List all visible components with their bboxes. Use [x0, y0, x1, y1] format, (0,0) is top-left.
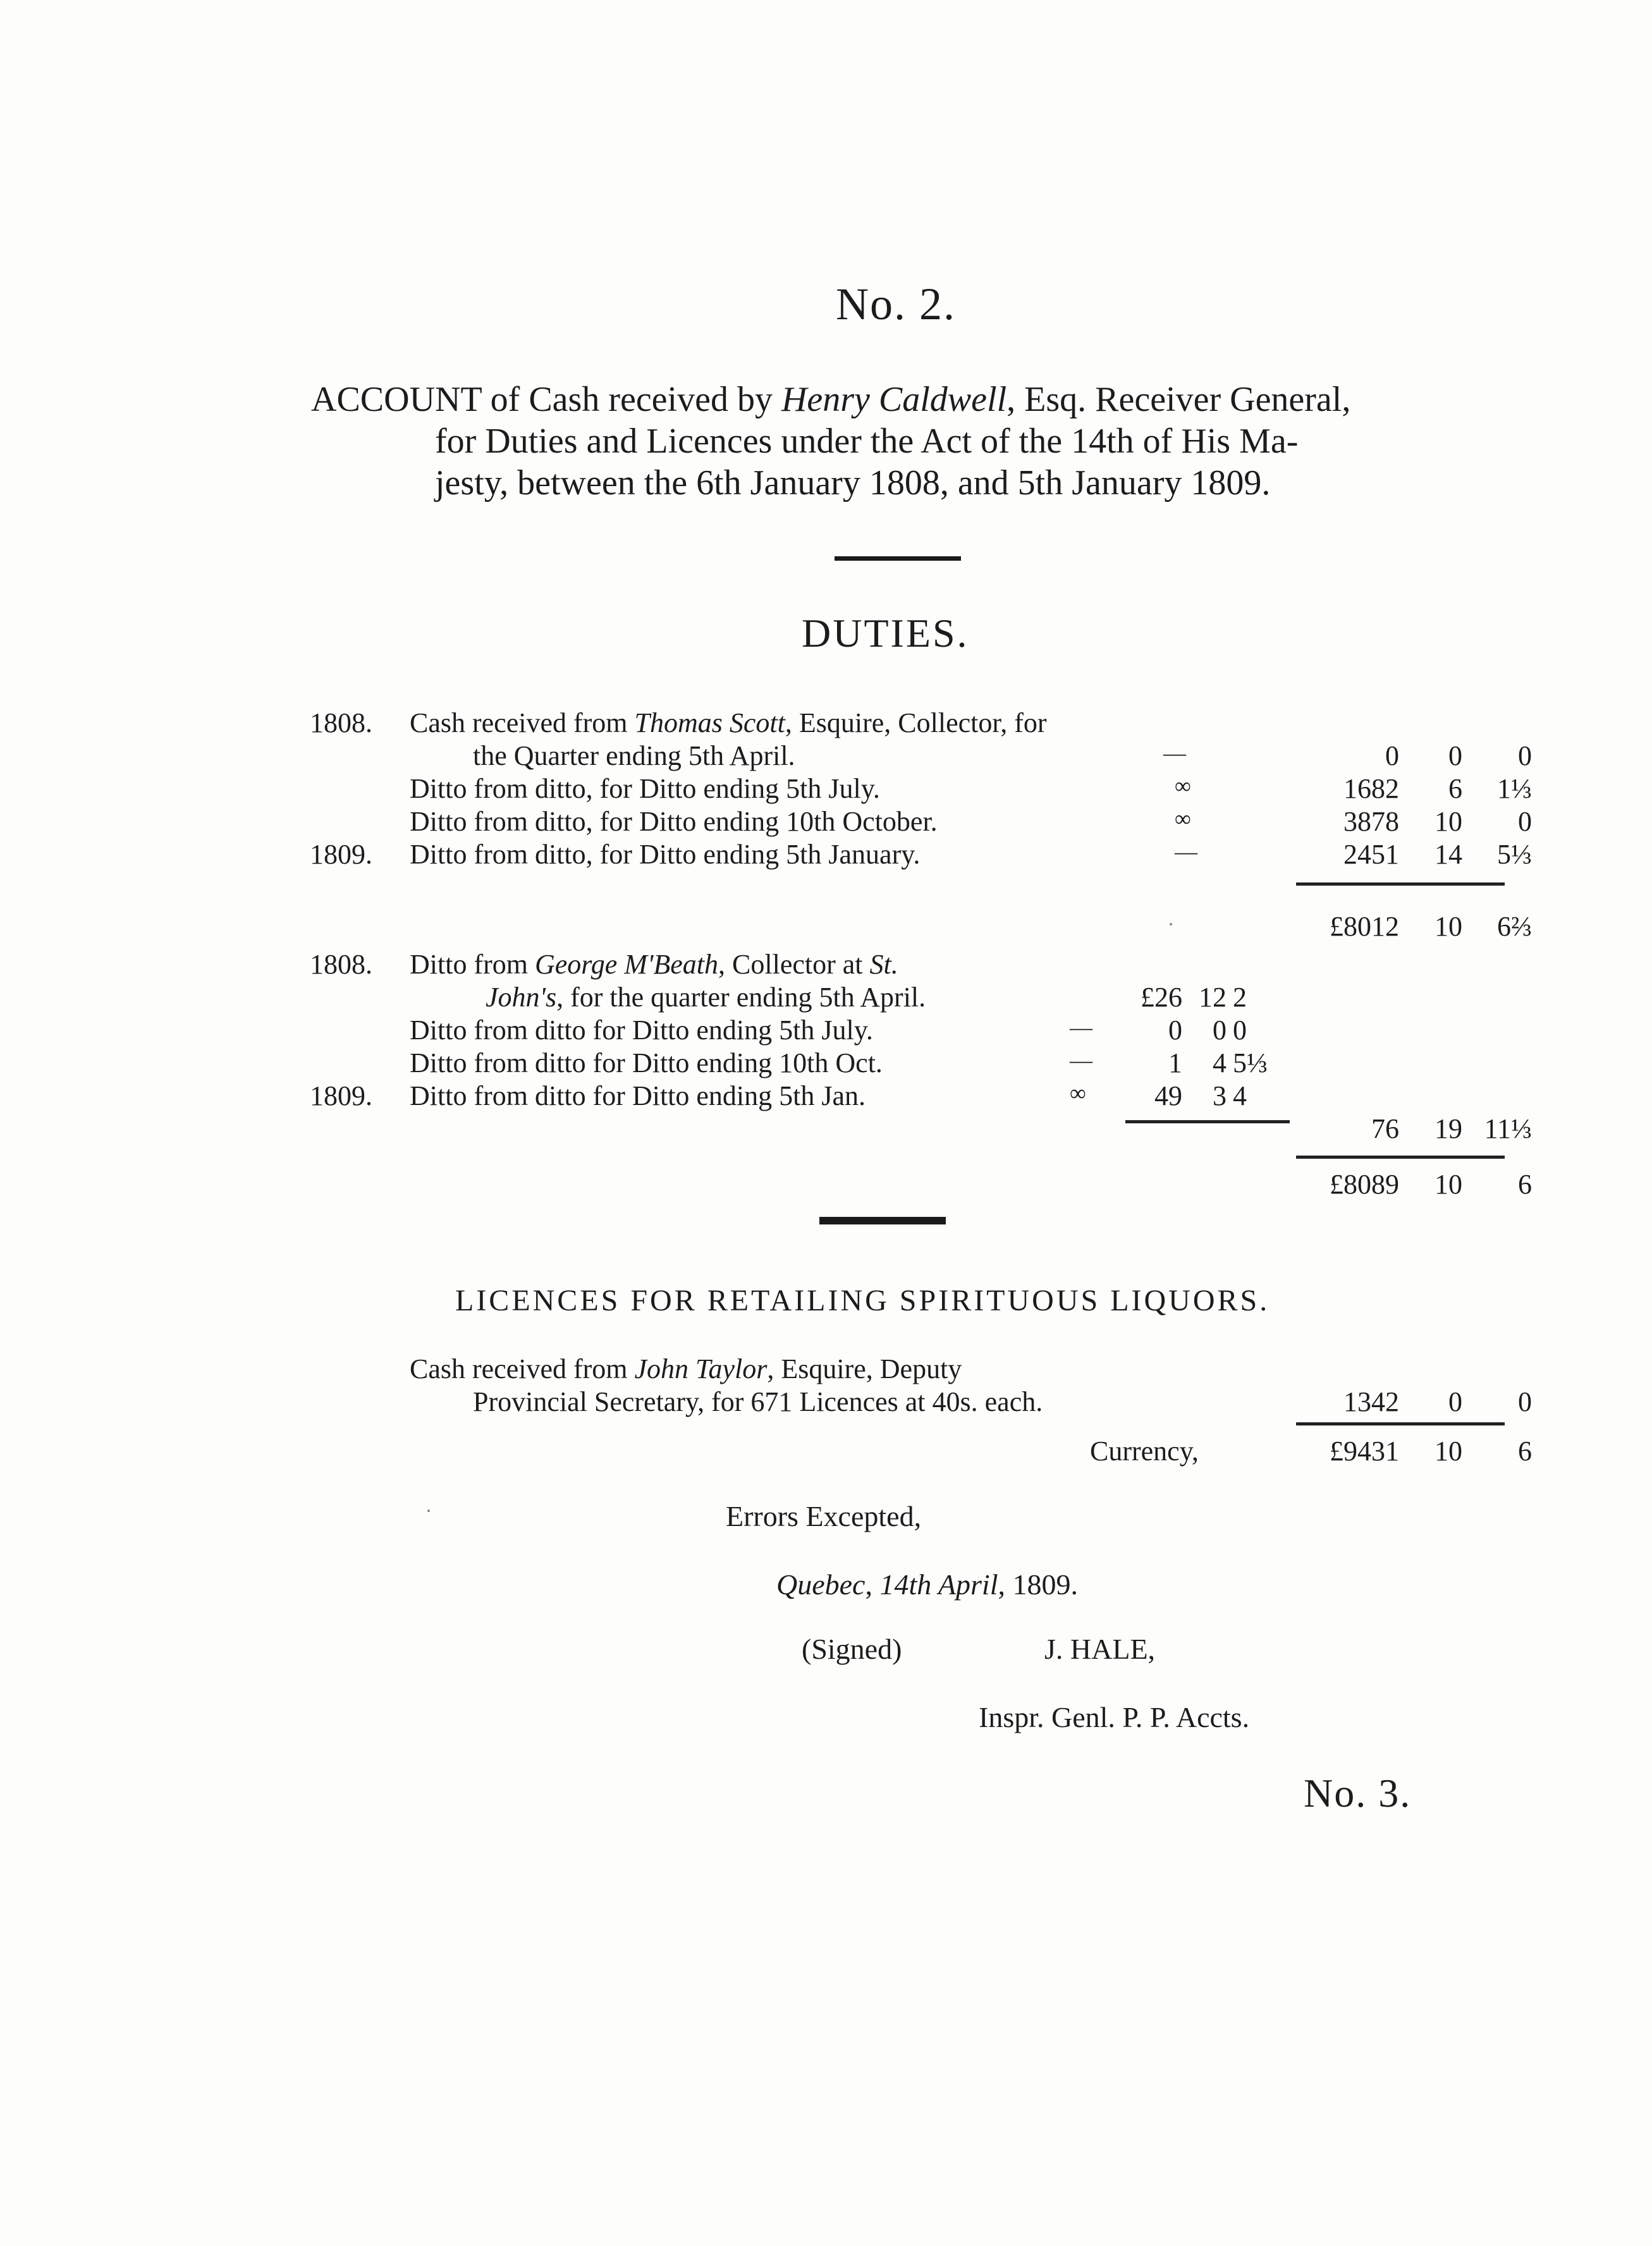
section-divider-2: [819, 1217, 946, 1224]
place: Quebec: [776, 1568, 866, 1601]
mcbeath-text-c: , for the quarter ending 5th April.: [556, 982, 926, 1013]
secretary-name: John Taylor: [634, 1353, 768, 1384]
scott-line-1: [410, 707, 1047, 739]
total-rule: [1296, 1156, 1505, 1159]
signed-label: (Signed): [802, 1633, 902, 1665]
mcbeath-year-1808: 1808.: [310, 949, 372, 980]
duties-total-shillings: 10: [1435, 1169, 1462, 1200]
intro-text-b: , Esq. Receiver General,: [1006, 380, 1351, 419]
intro-line-1: [311, 377, 1350, 422]
place-name-a: St.: [869, 949, 898, 980]
licences-text-a: Cash received from: [410, 1353, 635, 1384]
amount-pence: 5⅓: [1233, 1047, 1268, 1078]
scott-text-b: , Esquire, Collector, for: [785, 707, 1047, 738]
amount-shillings: 4: [1213, 1047, 1227, 1078]
subtotal-pence: 6⅔: [1497, 911, 1532, 942]
mcbeath-text-a: Ditto from: [410, 949, 535, 980]
next-page-number: No. 3.: [1304, 1771, 1412, 1816]
subtotal-shillings: 10: [1435, 911, 1462, 942]
scott-text-a: Cash received from: [410, 707, 635, 738]
licences-line-1: [410, 1353, 962, 1385]
amount-pounds: 0: [1385, 740, 1399, 771]
licences-amount-shillings: 0: [1448, 1386, 1462, 1417]
leader-dash: ∞: [1070, 1080, 1086, 1106]
amount-shillings: 0: [1448, 740, 1462, 771]
inner-subtotal-rule: [1125, 1120, 1290, 1123]
amount-pounds: 0: [1168, 1015, 1182, 1046]
amount-pounds: 2451: [1343, 839, 1399, 870]
date-sep: ,: [865, 1568, 880, 1601]
mcbeath-line-5: Ditto from ditto for Ditto ending 5th Jan.: [410, 1080, 866, 1111]
place-date: [776, 1568, 1078, 1601]
amount-pence: 0: [1233, 1015, 1247, 1046]
duties-total-pence: 6: [1518, 1169, 1532, 1200]
amount-shillings: 12: [1199, 982, 1227, 1013]
grand-total-rule: [1296, 1422, 1505, 1425]
grand-total-shillings: 10: [1435, 1436, 1462, 1467]
scott-line-4: Ditto from ditto, for Ditto ending 10th October.: [410, 806, 938, 837]
intro-line-2: for Duties and Licences under the Act of the 14th of His Ma-: [435, 422, 1299, 461]
subtotal-rule: [1296, 882, 1505, 886]
amount-pounds: 1682: [1343, 773, 1399, 804]
subtotal-pounds: 76: [1371, 1113, 1399, 1144]
scott-line-2: the Quarter ending 5th April.: [473, 740, 795, 771]
section-divider-1: [835, 556, 961, 561]
collector-scott-name: Thomas Scott: [634, 707, 785, 738]
amount-pence: 2: [1233, 982, 1247, 1013]
duties-heading: DUTIES.: [802, 611, 969, 656]
ink-speck: [427, 1510, 430, 1512]
amount-shillings: 0: [1213, 1015, 1227, 1046]
amount-pence: 0: [1518, 740, 1532, 771]
leader-dash: —: [1175, 839, 1197, 864]
leader-dash: —: [1070, 1047, 1092, 1073]
amount-pence: 1⅓: [1497, 773, 1532, 804]
amount-pence: 0: [1518, 806, 1532, 837]
amount-pounds: 1: [1168, 1047, 1182, 1078]
mcbeath-text-b: , Collector at: [718, 949, 870, 980]
errors-excepted: Errors Excepted,: [726, 1500, 922, 1532]
licences-amount-pounds: 1342: [1343, 1386, 1399, 1417]
amount-pounds: 49: [1154, 1080, 1182, 1111]
subtotal-pence: 11⅓: [1484, 1113, 1532, 1144]
mcbeath-line-2: [486, 981, 926, 1013]
place-name-b: John's: [486, 982, 557, 1013]
mcbeath-year-1809: 1809.: [310, 1080, 372, 1111]
leader-dash: ∞: [1175, 773, 1191, 798]
subtotal-pounds: £8012: [1330, 911, 1399, 942]
licences-text-b: , Esquire, Deputy: [767, 1353, 962, 1384]
licences-heading: LICENCES FOR RETAILING SPIRITUOUS LIQUORS.: [455, 1284, 1270, 1317]
licences-amount-pence: 0: [1518, 1386, 1532, 1417]
leader-dash: —: [1163, 740, 1186, 766]
mcbeath-line-4: Ditto from ditto for Ditto ending 10th Oct.: [410, 1047, 883, 1078]
amount-pence: 4: [1233, 1080, 1247, 1111]
scott-year-1809: 1809.: [310, 839, 372, 870]
amount-pounds: 3878: [1343, 806, 1399, 837]
scott-line-5: Ditto from ditto, for Ditto ending 5th January.: [410, 839, 921, 870]
date-year: , 1809.: [998, 1568, 1078, 1601]
grand-total-pence: 6: [1518, 1436, 1532, 1467]
signer-title: Inspr. Genl. P. P. Accts.: [979, 1701, 1250, 1733]
subtotal-shillings: 19: [1435, 1113, 1462, 1144]
amount-shillings: 14: [1435, 839, 1462, 870]
amount-pence: 5⅓: [1497, 839, 1532, 870]
amount-shillings: 3: [1213, 1080, 1227, 1111]
amount-shillings: 10: [1435, 806, 1462, 837]
currency-label: Currency,: [1090, 1436, 1199, 1467]
mcbeath-line-1: [410, 948, 898, 980]
duties-total-pounds: £8089: [1330, 1169, 1399, 1200]
mcbeath-line-3: Ditto from ditto for Ditto ending 5th July.: [410, 1015, 873, 1046]
collector-mcbeath-name: George M'Beath: [534, 949, 719, 980]
scott-line-3: Ditto from ditto, for Ditto ending 5th July.: [410, 773, 880, 804]
leader-dash: —: [1070, 1015, 1092, 1040]
ink-speck: [1170, 923, 1172, 925]
date-day: 14th April: [879, 1568, 998, 1601]
scott-year-1808: 1808.: [310, 707, 372, 738]
amount-shillings: 6: [1448, 773, 1462, 804]
signer-name: J. HALE,: [1044, 1633, 1156, 1665]
leader-dash: ∞: [1175, 806, 1191, 831]
intro-line-3: jesty, between the 6th January 1808, and 5th January 1809.: [435, 463, 1271, 503]
grand-total-pounds: £9431: [1330, 1436, 1399, 1467]
receiver-name: Henry Caldwell: [781, 380, 1007, 419]
licences-line-2: Provincial Secretary, for 671 Licences at 40s. each.: [473, 1386, 1043, 1417]
intro-text-a: ACCOUNT of Cash received by: [311, 380, 781, 419]
amount-pounds: £26: [1141, 982, 1182, 1013]
page-number-title: No. 2.: [836, 279, 956, 329]
